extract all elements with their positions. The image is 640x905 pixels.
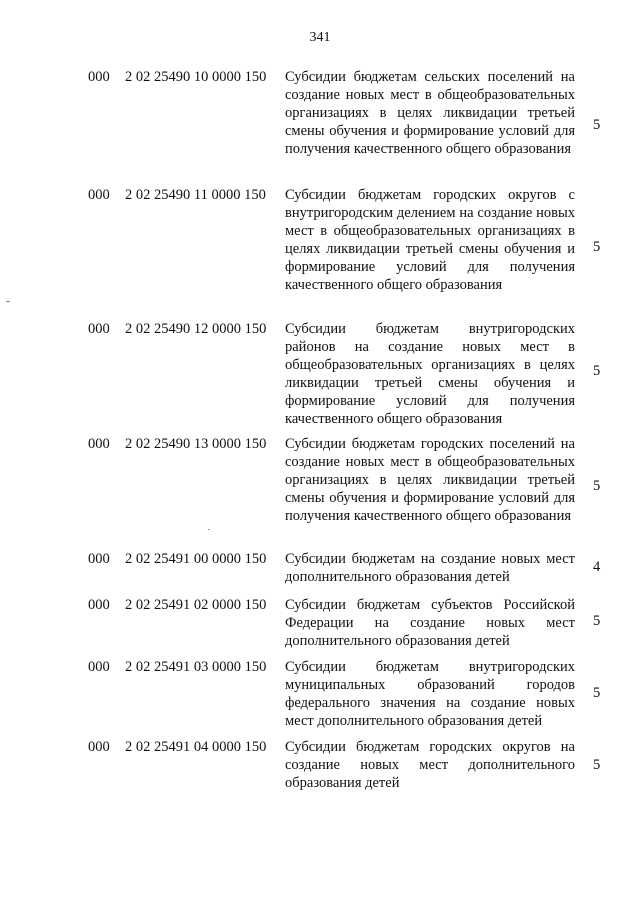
row-value: 5 <box>593 117 601 133</box>
admin-code: 000 <box>88 739 110 755</box>
admin-code: 000 <box>88 551 110 567</box>
row-value: 5 <box>593 613 601 629</box>
scan-margin-mark <box>6 301 10 302</box>
revenue-name: Субсидии бюджетам на создание новых мест дополнительного образования детей <box>285 551 575 586</box>
scan-speck <box>208 529 210 530</box>
revenue-name: Субсидии бюджетам внутригородских районов на создание новых мест в общеобразовательных организациях в целях ликвидации третьей смены обучения и формирование условий для получения качественного общего образования <box>285 321 575 428</box>
budget-classification-code: 2 02 25491 03 0000 150 <box>125 659 267 675</box>
row-value: 4 <box>593 559 601 575</box>
admin-code: 000 <box>88 187 110 203</box>
admin-code: 000 <box>88 597 110 613</box>
admin-code: 000 <box>88 659 110 675</box>
row-value: 5 <box>593 239 601 255</box>
budget-classification-code: 2 02 25490 12 0000 150 <box>125 321 267 337</box>
admin-code: 000 <box>88 321 110 337</box>
budget-classification-code: 2 02 25491 00 0000 150 <box>125 551 267 567</box>
row-value: 5 <box>593 685 601 701</box>
budget-classification-code: 2 02 25491 02 0000 150 <box>125 597 267 613</box>
budget-classification-code: 2 02 25490 11 0000 150 <box>125 187 266 203</box>
revenue-name: Субсидии бюджетам внутригородских муниципальных образований городов федерального значения на создание новых мест дополнительного образования детей <box>285 659 575 730</box>
revenue-name: Субсидии бюджетам городских округов с внутригородским делением на создание новых мест в общеобразовательных организациях в целях ликвидации третьей смены обучения и формирование условий для получения качественного общего образования <box>285 187 575 294</box>
revenue-name: Субсидии бюджетам городских округов на создание новых мест дополнительного образования детей <box>285 739 575 792</box>
budget-classification-code: 2 02 25490 10 0000 150 <box>125 69 267 85</box>
admin-code: 000 <box>88 69 110 85</box>
budget-classification-code: 2 02 25490 13 0000 150 <box>125 436 267 452</box>
row-value: 5 <box>593 757 601 773</box>
revenue-name: Субсидии бюджетам сельских поселений на создание новых мест в общеобразовательных организациях в целях ликвидации третьей смены обучения и формирование условий для получения качественного общего образования <box>285 69 575 158</box>
budget-classification-code: 2 02 25491 04 0000 150 <box>125 739 267 755</box>
row-value: 5 <box>593 363 601 379</box>
page-number: 341 <box>309 30 331 45</box>
row-value: 5 <box>593 478 601 494</box>
admin-code: 000 <box>88 436 110 452</box>
revenue-name: Субсидии бюджетам городских поселений на создание новых мест в общеобразовательных организациях в целях ликвидации третьей смены обучения и формирование условий для получения качественного общего образования <box>285 436 575 525</box>
revenue-name: Субсидии бюджетам субъектов Российской Федерации на создание новых мест дополнительного образования детей <box>285 597 575 650</box>
